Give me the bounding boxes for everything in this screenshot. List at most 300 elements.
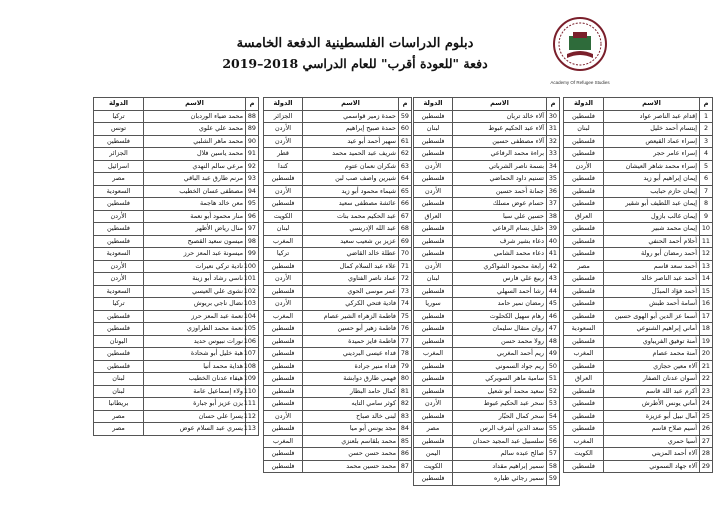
row-number: 54: [547, 410, 560, 423]
table-row: [414, 260, 560, 273]
table-row: [94, 423, 259, 436]
table-row: [264, 335, 412, 348]
row-number: 29: [700, 460, 713, 473]
row-number: 62: [399, 148, 412, 161]
student-name: ميسون سعيد القصبح: [144, 235, 246, 248]
table-row: [564, 235, 713, 248]
row-number: 57: [547, 448, 560, 461]
row-number: 7: [700, 185, 713, 198]
row-number: 21: [700, 360, 713, 373]
student-name: أحمد سعد قاسم: [604, 260, 700, 273]
student-country: فلسطين: [564, 223, 604, 236]
student-name: رولا محمد حسن: [453, 335, 547, 348]
table-row: [264, 198, 412, 211]
student-name: محمد علي علوي: [144, 123, 246, 136]
column-header-country: الدولة: [564, 98, 604, 111]
row-number: 17: [700, 310, 713, 323]
student-name: حمدة زمير قواسمي: [303, 110, 399, 123]
student-country: لبنان: [94, 373, 144, 386]
row-number: 32: [547, 135, 560, 148]
student-name: أسوان عدنان الصفار: [604, 373, 700, 386]
row-number: 90: [246, 135, 259, 148]
row-number: 104: [246, 310, 259, 323]
student-country: فلسطين: [414, 248, 453, 261]
student-name: محمد ماهر الشلبي: [144, 135, 246, 148]
student-country: الأردن: [414, 260, 453, 273]
row-number: 110: [246, 385, 259, 398]
row-number: 2: [700, 123, 713, 136]
student-name: لبنى خالد صباح: [303, 410, 399, 423]
student-name: مرنم طارق عبد الباقي: [144, 173, 246, 186]
student-country: فلسطين: [414, 285, 453, 298]
student-country: الأردن: [264, 185, 303, 198]
student-country: فلسطين: [564, 273, 604, 286]
student-name: نشوى علي العيسي: [144, 285, 246, 298]
table-row: [414, 135, 560, 148]
student-country: فلسطين: [414, 473, 453, 486]
student-country: فلسطين: [564, 110, 604, 123]
student-country: المغرب: [414, 348, 453, 361]
row-number: 80: [399, 373, 412, 386]
table-row: [264, 298, 412, 311]
student-name: سعيد محمد أبو شعيل: [453, 385, 547, 398]
table-row: [414, 185, 560, 198]
student-country: فلسطين: [94, 360, 144, 373]
student-name: منال رياض الأظهر: [144, 223, 246, 236]
row-number: 51: [547, 373, 560, 386]
student-name: محمد ضياء الوردبان: [144, 110, 246, 123]
student-country: فلسطين: [94, 310, 144, 323]
row-number: 113: [246, 423, 259, 436]
table-row: [94, 110, 259, 123]
row-number: 72: [399, 273, 412, 286]
table-row: [564, 248, 713, 261]
roster-table: [413, 97, 560, 486]
student-name: آلاء معين حجازي: [604, 360, 700, 373]
row-number: 59: [399, 110, 412, 123]
student-name: إيمان غالب بازول: [604, 210, 700, 223]
table-row: [94, 285, 259, 298]
student-country: فلسطين: [564, 173, 604, 186]
table-row: [94, 148, 259, 161]
row-number: 41: [547, 248, 560, 261]
student-name: إيمان حازم حبايب: [604, 185, 700, 198]
table-row: [264, 398, 412, 411]
row-number: 20: [700, 348, 713, 361]
row-number: 65: [399, 185, 412, 198]
row-number: 76: [399, 323, 412, 336]
table-row: [94, 210, 259, 223]
table-row: [94, 185, 259, 198]
table-row: [564, 260, 713, 273]
table-row: [264, 223, 412, 236]
student-name: إسراء عامر حجر: [604, 148, 700, 161]
table-row: [414, 223, 560, 236]
student-country: فلسطين: [564, 148, 604, 161]
student-name: آلاء جهاد السموني: [604, 460, 700, 473]
table-row: [564, 348, 713, 361]
row-number: 93: [246, 173, 259, 186]
student-name: ريم جواد السموني: [453, 360, 547, 373]
student-name: نادية تركي نعيرات: [144, 260, 246, 273]
student-name: علاء عبد السلام كمال: [303, 260, 399, 273]
student-name: إيمان محمد شبير: [604, 223, 700, 236]
table-row: [564, 198, 713, 211]
row-number: 66: [399, 198, 412, 211]
table-row: [564, 460, 713, 473]
table-row: [564, 160, 713, 173]
row-number: 68: [399, 223, 412, 236]
student-country: لبنان: [414, 273, 453, 286]
student-country: الأردن: [414, 398, 453, 411]
student-country: فلسطين: [414, 235, 453, 248]
table-row: [264, 185, 412, 198]
row-number: 71: [399, 260, 412, 273]
student-name: ربيع علي فارس: [453, 273, 547, 286]
table-row: [94, 135, 259, 148]
table-row: [264, 385, 412, 398]
student-name: عبد الله الإدريسي: [303, 223, 399, 236]
student-name: يسرا علي حسان: [144, 410, 246, 423]
row-number: 31: [547, 123, 560, 136]
table-row: [414, 323, 560, 336]
student-country: فلسطين: [414, 360, 453, 373]
student-name: حمدة صبيح إبراهيم: [303, 123, 399, 136]
student-country: فلسطين: [564, 185, 604, 198]
student-name: عمر موسى الحوي: [303, 285, 399, 298]
row-number: 111: [246, 398, 259, 411]
table-row: [264, 348, 412, 361]
student-name: معن خالد هاجمة: [144, 198, 246, 211]
student-country: فلسطين: [564, 310, 604, 323]
row-number: 82: [399, 398, 412, 411]
student-name: آلاء أحمد المزيني: [604, 448, 700, 461]
table-row: [94, 335, 259, 348]
table-row: [564, 123, 713, 136]
row-number: 25: [700, 410, 713, 423]
row-number: 37: [547, 198, 560, 211]
table-row: [414, 373, 560, 386]
student-country: فلسطين: [414, 173, 453, 186]
student-country: فلسطين: [564, 385, 604, 398]
student-name: إيمان إبراهيم أبو زيد: [604, 173, 700, 186]
table-row: [94, 198, 259, 211]
student-name: أكرم عبد الله قاسم: [604, 385, 700, 398]
row-number: 40: [547, 235, 560, 248]
row-number: 88: [246, 110, 259, 123]
row-number: 4: [700, 148, 713, 161]
student-name: إبتسام أحمد خليل: [604, 123, 700, 136]
row-number: 36: [547, 185, 560, 198]
student-name: عطلة خالد القاضي: [303, 248, 399, 261]
table-row: [414, 210, 560, 223]
column-header-num: م: [399, 98, 412, 111]
student-name: دعاء بشير شرف: [453, 235, 547, 248]
student-name: إقدام عبد الناصر عواد: [604, 110, 700, 123]
table-row: [94, 160, 259, 173]
row-number: 97: [246, 223, 259, 236]
student-name: آمال نبيل أبو عزيزة: [604, 410, 700, 423]
student-name: حسام عوض مسلك: [453, 198, 547, 211]
student-name: يسري عبد السلام عوض: [144, 423, 246, 436]
student-name: فهمي طارق دوابشة: [303, 373, 399, 386]
table-row: [414, 285, 560, 298]
student-country: المغرب: [264, 310, 303, 323]
student-name: أحمد رمضان أبو رولة: [604, 248, 700, 261]
table-row: [564, 173, 713, 186]
row-number: 34: [547, 160, 560, 173]
student-name: مصطفى غسان الخطيب: [144, 185, 246, 198]
table-row: [414, 198, 560, 211]
student-country: فلسطين: [264, 348, 303, 361]
row-number: 109: [246, 373, 259, 386]
student-name: أسيم صلاح قاسم: [604, 423, 700, 436]
row-number: 95: [246, 198, 259, 211]
student-country: الأردن: [414, 160, 453, 173]
table-row: [94, 223, 259, 236]
logo-caption: Academy Of Refugee Studies: [550, 80, 610, 85]
student-name: إسراء عماد القيعص: [604, 135, 700, 148]
column-header-name: الاسم: [303, 98, 399, 111]
row-number: 43: [547, 273, 560, 286]
row-number: 49: [547, 348, 560, 361]
row-number: 94: [246, 185, 259, 198]
table-header-row: [564, 98, 713, 111]
student-country: الجزائر: [264, 110, 303, 123]
column-header-num: م: [700, 98, 713, 111]
table-row: [264, 123, 412, 136]
table-row: [264, 148, 412, 161]
table-row: [94, 235, 259, 248]
student-name: سحر عبد الحكيم غبوط: [453, 398, 547, 411]
row-number: 48: [547, 335, 560, 348]
row-number: 60: [399, 123, 412, 136]
table-row: [414, 398, 560, 411]
row-number: 99: [246, 248, 259, 261]
student-country: فلسطين: [414, 310, 453, 323]
table-row: [564, 285, 713, 298]
student-country: فلسطين: [414, 385, 453, 398]
student-name: سمير رجائي ظباره: [453, 473, 547, 486]
student-country: فلسطين: [264, 173, 303, 186]
row-number: 103: [246, 298, 259, 311]
student-name: سمير إبراهيم مقداد: [453, 460, 547, 473]
student-name: أماني يونس الأطرش: [604, 398, 700, 411]
table-row: [94, 323, 259, 336]
student-country: بريطانيا: [94, 398, 144, 411]
student-name: أمنة توفيق الفريباوي: [604, 335, 700, 348]
table-row: [264, 410, 412, 423]
student-name: شكران نعمان عتوم: [303, 160, 399, 173]
student-country: السعودية: [94, 248, 144, 261]
row-number: 100: [246, 260, 259, 273]
table-row: [94, 360, 259, 373]
table-row: [264, 373, 412, 386]
row-number: 5: [700, 160, 713, 173]
row-number: 19: [700, 335, 713, 348]
row-number: 92: [246, 160, 259, 173]
student-country: فلسطين: [94, 323, 144, 336]
student-name: آلاء عبد الحكيم غبوط: [453, 123, 547, 136]
page-subtitle: دفعة "للعودة أقرب" للعام الدراسي 2018–2019: [222, 56, 488, 71]
table-row: [94, 298, 259, 311]
student-name: فداء منير جرادة: [303, 360, 399, 373]
table-row: [564, 323, 713, 336]
student-name: فاطمة الزهراء الشير عصام: [303, 310, 399, 323]
row-number: 53: [547, 398, 560, 411]
table-row: [264, 160, 412, 173]
table-row: [94, 123, 259, 136]
student-country: فلسطين: [94, 223, 144, 236]
row-number: 81: [399, 385, 412, 398]
academy-logo: [545, 14, 615, 76]
row-number: 78: [399, 348, 412, 361]
student-name: محمد حسن حسن: [303, 448, 399, 461]
student-name: فادية فتحي الكركي: [303, 298, 399, 311]
student-country: فلسطين: [414, 410, 453, 423]
student-country: الأردن: [94, 273, 144, 286]
table-row: [564, 373, 713, 386]
student-name: سهير أحمد أبو عيد: [303, 135, 399, 148]
student-country: العراق: [414, 210, 453, 223]
student-country: لبنان: [264, 223, 303, 236]
row-number: 73: [399, 285, 412, 298]
row-number: 89: [246, 123, 259, 136]
student-country: السعودية: [94, 285, 144, 298]
student-country: الكويت: [564, 448, 604, 461]
table-row: [94, 273, 259, 286]
row-number: 70: [399, 248, 412, 261]
student-country: المغرب: [264, 235, 303, 248]
student-country: فلسطين: [564, 235, 604, 248]
row-number: 35: [547, 173, 560, 186]
student-country: فلسطين: [264, 398, 303, 411]
row-number: 55: [547, 423, 560, 436]
student-country: فلسطين: [264, 448, 303, 461]
roster-table: [563, 97, 713, 473]
table-row: [564, 210, 713, 223]
student-country: فلسطين: [94, 348, 144, 361]
table-row: [564, 448, 713, 461]
table-row: [414, 448, 560, 461]
student-country: الأردن: [94, 210, 144, 223]
table-row: [94, 398, 259, 411]
table-row: [564, 135, 713, 148]
table-row: [264, 135, 412, 148]
row-number: 47: [547, 323, 560, 336]
student-country: فلسطين: [264, 360, 303, 373]
table-row: [264, 235, 412, 248]
student-country: فلسطين: [264, 323, 303, 336]
row-number: 44: [547, 285, 560, 298]
student-name: سعد الدين أشرف الرس: [453, 423, 547, 436]
row-number: 87: [399, 460, 412, 473]
student-country: فلسطين: [414, 135, 453, 148]
table-row: [414, 385, 560, 398]
row-number: 101: [246, 273, 259, 286]
student-name: إسراء محمد شاهر العيشان: [604, 160, 700, 173]
student-name: كوثر سامي التايه: [303, 398, 399, 411]
student-country: فلسطين: [264, 285, 303, 298]
student-country: فلسطين: [264, 373, 303, 386]
student-country: اليونان: [94, 335, 144, 348]
student-country: لبنان: [564, 123, 604, 136]
table-row: [264, 248, 412, 261]
student-name: نورات نبيوس حديد: [144, 335, 246, 348]
table-row: [264, 435, 412, 448]
table-row: [564, 335, 713, 348]
student-name: حسين علي سبا: [453, 210, 547, 223]
table-row: [94, 348, 259, 361]
column-header-num: م: [246, 98, 259, 111]
table-row: [564, 298, 713, 311]
row-number: 105: [246, 323, 259, 336]
row-number: 22: [700, 373, 713, 386]
student-name: سحر كمال الحبّار: [453, 410, 547, 423]
student-name: ولاء إسماعيل عامة: [144, 385, 246, 398]
table-row: [564, 423, 713, 436]
student-name: محمد حسين محمد: [303, 460, 399, 473]
student-name: كمال حامد البطار: [303, 385, 399, 398]
student-country: فلسطين: [94, 235, 144, 248]
student-name: صالح عبده سالم: [453, 448, 547, 461]
row-number: 77: [399, 335, 412, 348]
student-name: آلاء مصطفى حسين: [453, 135, 547, 148]
row-number: 45: [547, 298, 560, 311]
student-name: فاطمة زهير أبو حسين: [303, 323, 399, 336]
student-country: كندا: [264, 160, 303, 173]
table-row: [564, 148, 713, 161]
student-country: فلسطين: [264, 423, 303, 436]
student-name: أسما عز الدين أبو الهوى حسين: [604, 310, 700, 323]
student-country: فلسطين: [94, 135, 144, 148]
table-row: [264, 310, 412, 323]
table-row: [264, 173, 412, 186]
row-number: 13: [700, 260, 713, 273]
row-number: 1: [700, 110, 713, 123]
table-row: [264, 285, 412, 298]
student-country: فلسطين: [414, 435, 453, 448]
column-header-name: الاسم: [604, 98, 700, 111]
row-number: 30: [547, 110, 560, 123]
table-row: [94, 248, 259, 261]
student-name: محمد ياسين فلال: [144, 148, 246, 161]
row-number: 8: [700, 198, 713, 211]
column-header-country: الدولة: [94, 98, 144, 111]
table-row: [264, 210, 412, 223]
table-row: [414, 310, 560, 323]
student-name: هبة خليل أبو شحادة: [144, 348, 246, 361]
row-number: 18: [700, 323, 713, 336]
student-country: اليمن: [414, 448, 453, 461]
student-country: الأردن: [564, 160, 604, 173]
row-number: 64: [399, 173, 412, 186]
table-row: [564, 398, 713, 411]
row-number: 52: [547, 385, 560, 398]
student-country: مصر: [94, 423, 144, 436]
table-row: [264, 323, 412, 336]
student-country: فلسطين: [564, 248, 604, 261]
row-number: 107: [246, 348, 259, 361]
column-header-country: الدولة: [264, 98, 303, 111]
student-name: إيمان عبد اللطيف أبو شقير: [604, 198, 700, 211]
row-number: 106: [246, 335, 259, 348]
student-name: نعمة عبد المعز حرز: [144, 310, 246, 323]
row-number: 63: [399, 160, 412, 173]
student-name: أماني إبراهيم الشنوعي: [604, 323, 700, 336]
table-row: [414, 160, 560, 173]
student-country: الأردن: [94, 260, 144, 273]
